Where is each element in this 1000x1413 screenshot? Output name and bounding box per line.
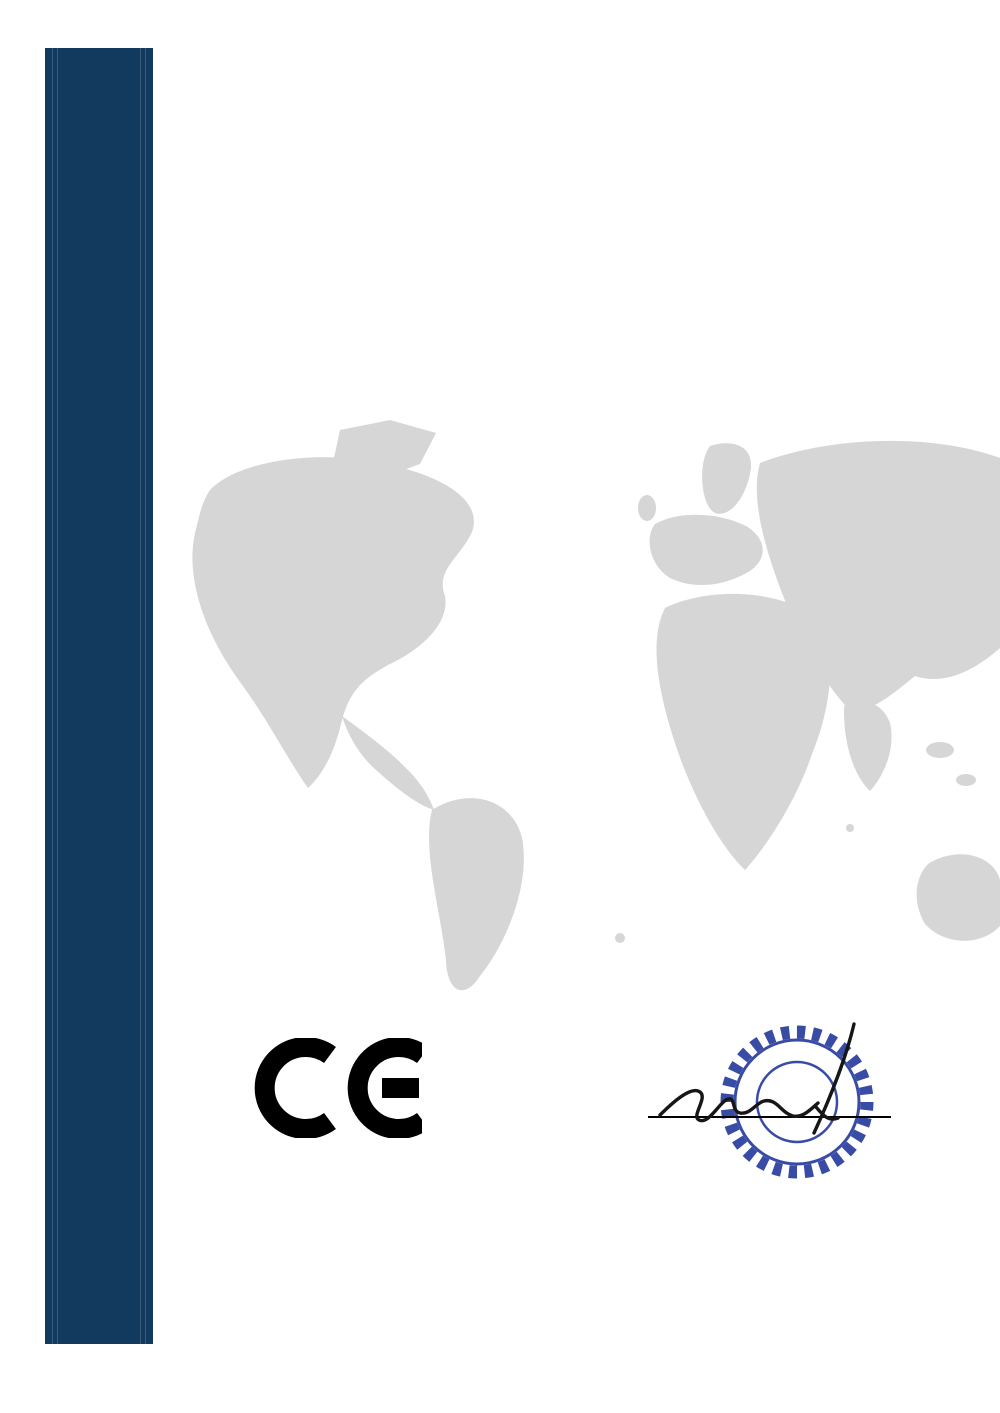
world-map-watermark bbox=[150, 418, 1000, 1023]
footer-block bbox=[256, 1263, 976, 1293]
band-pinstripe bbox=[140, 48, 141, 1344]
qr-code-icon bbox=[167, 1261, 233, 1327]
ce-mark-icon bbox=[250, 1038, 422, 1138]
band-pinstripe bbox=[57, 48, 58, 1344]
band-pinstripe bbox=[52, 48, 53, 1344]
signature-scribble bbox=[630, 1012, 910, 1152]
fields-table bbox=[162, 300, 967, 430]
footer-contact-line bbox=[256, 1268, 976, 1293]
band-pinstripe bbox=[145, 48, 146, 1344]
certificate-side-band bbox=[45, 48, 153, 1344]
